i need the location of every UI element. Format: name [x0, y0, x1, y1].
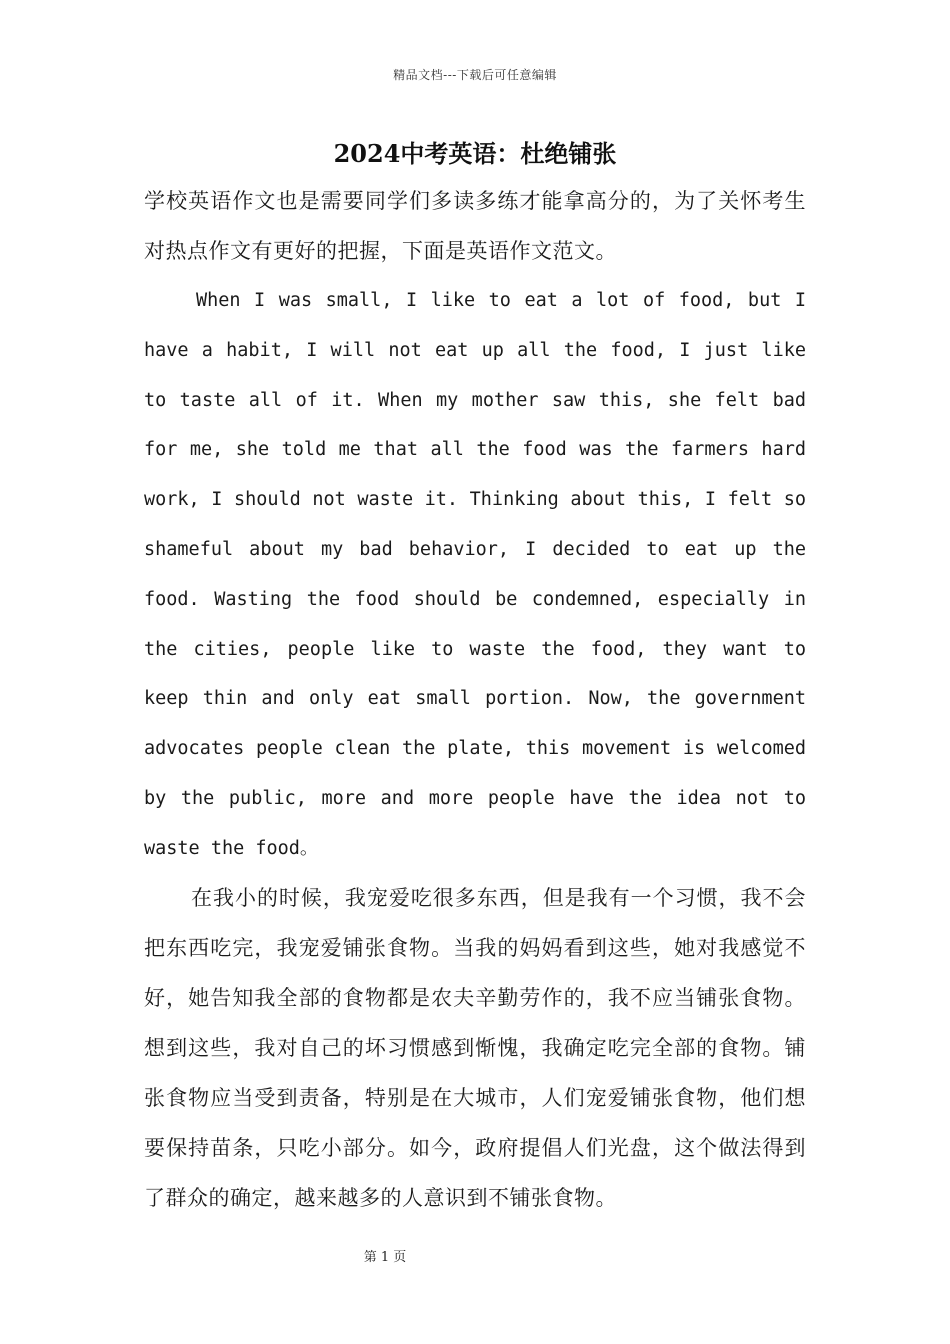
intro-paragraph-block	[144, 176, 806, 276]
page-number: 第 1 页	[363, 1250, 407, 1265]
english-essay-block	[144, 276, 806, 874]
chinese-paragraph: 在我小的时候，我宠爱吃很多东西，但是我有一个习惯，我不会把东西吃完，我宠爱铺张食物。当我的妈妈看到这些，她对我感觉不好，她告知我全部的食物都是农夫辛勤劳作的，我不应当铺张食物。想到这些，我对自己的坏习惯感到惭愧，我确定吃完全部的食物。铺张食物应当受到责备，特别是在大城市，人们宠爱铺张食物，他们想要保持苗条，只吃小部分。如今，政府提倡人们光盘，这个做法得到了群众的确定，越来越多的人意识到不铺张食物。	[144, 886, 806, 1210]
english-paragraph: When I was small, I like to eat a lot of food, but I have a habit, I will not eat up all the food, I just like to taste all of it. When my mother saw this, she felt bad for me, she told me that all the food was the farmers hard work, I should not waste it. Thinking about this, I felt so shameful about my bad behavior, I decided to eat up the food. Wasting the food should be condemned, especially in the cities, people like to waste the food, they want to keep thin and only eat small portion. Now, the government advocates people clean the plate, this movement is welcomed by the public, more and more people have the idea not to waste the food。	[144, 290, 806, 859]
intro-paragraph: 学校英语作文也是需要同学们多读多练才能拿高分的，为了关怀考生对热点作文有更好的把握，下面是英语作文范文。	[144, 189, 806, 263]
document-title: 2024中考英语：杜绝铺张	[333, 139, 617, 168]
header-note: 精品文档---下载后可任意编辑	[393, 68, 557, 82]
chinese-translation-block	[144, 873, 806, 1223]
